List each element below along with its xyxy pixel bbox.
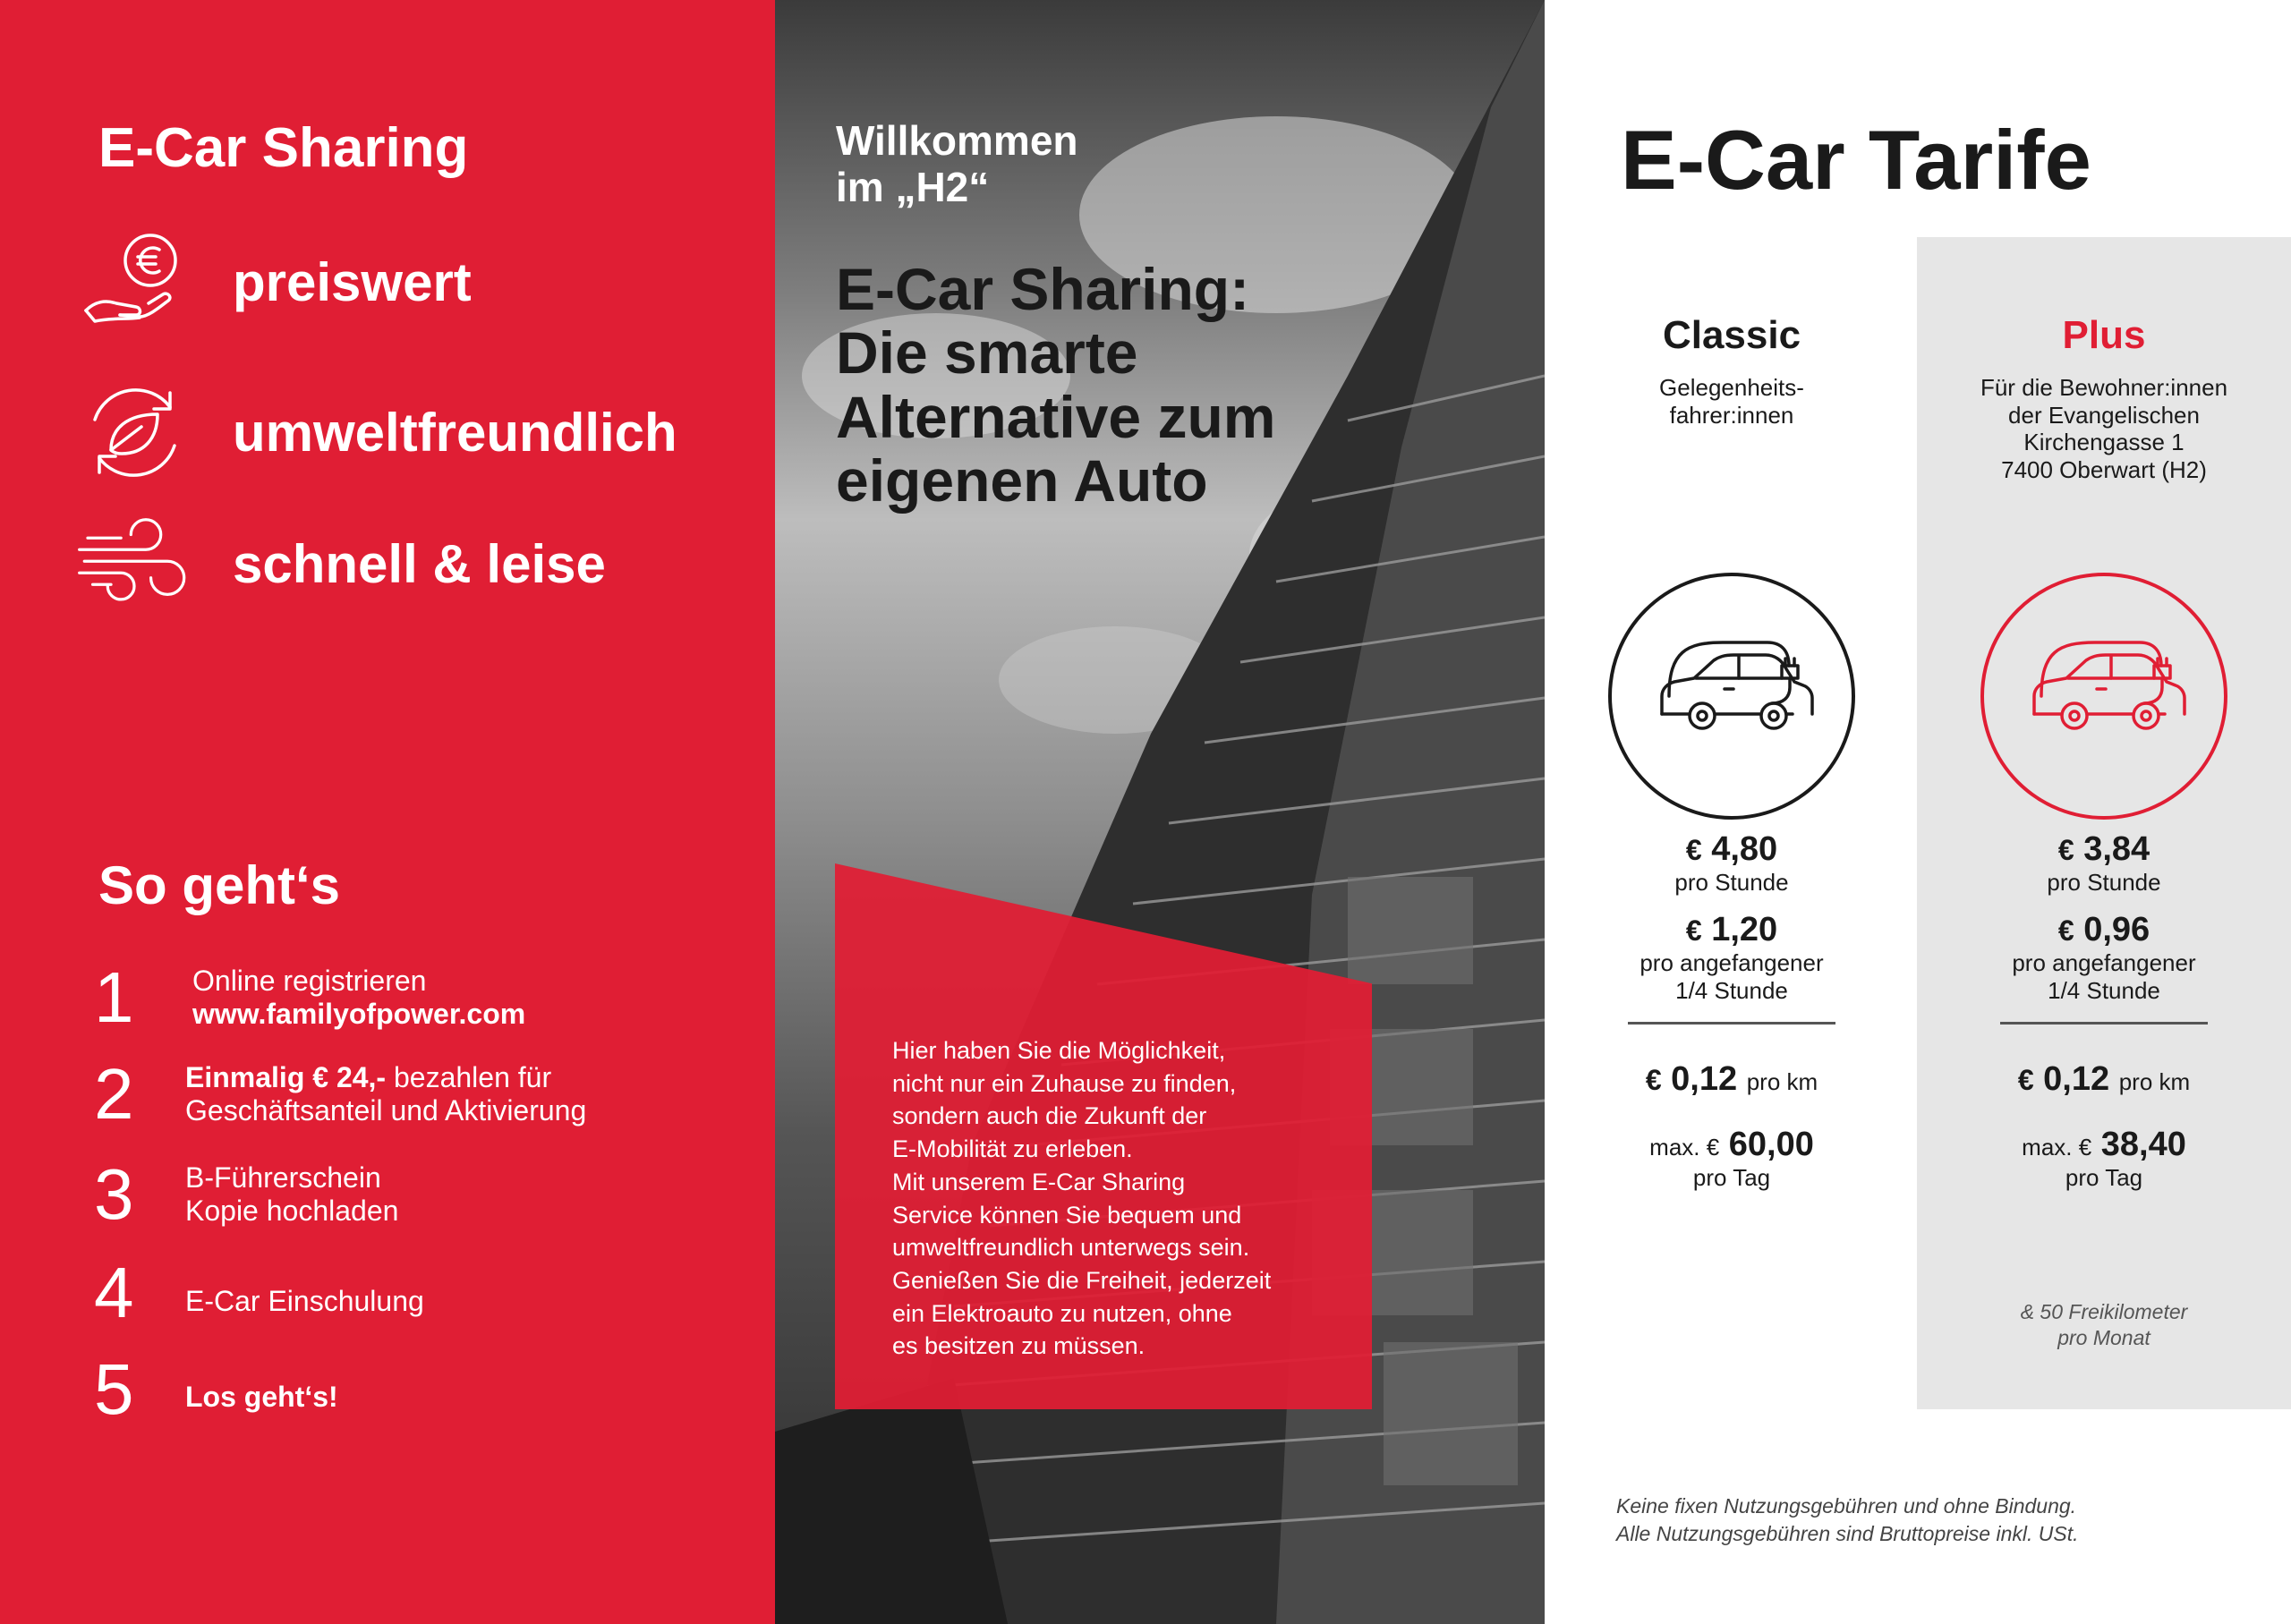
- price-value: 1,20: [1711, 911, 1778, 948]
- price-value: 4,80: [1711, 830, 1778, 868]
- price-label: pro Tag: [1692, 1164, 1771, 1191]
- step-text: [185, 1366, 338, 1414]
- tariff-plus: [1917, 313, 2291, 821]
- price-label: pro km: [1746, 1068, 1818, 1095]
- electric-car-icon: [1979, 571, 2229, 821]
- step-line: Los geht‘s!: [185, 1380, 338, 1413]
- feature-umweltfreundlich: [76, 374, 677, 490]
- plus-day-price: [1917, 1126, 2291, 1192]
- step-text: [185, 1061, 586, 1127]
- red-box-text: [892, 1034, 1313, 1363]
- red-text-line: es besitzen zu müssen.: [892, 1332, 1146, 1360]
- step-number: 5: [94, 1349, 134, 1429]
- classic-hour-price: [1545, 830, 1919, 897]
- tariff-classic: [1545, 313, 1919, 821]
- headline-line: E-Car Sharing:: [836, 256, 1250, 322]
- welcome-text: [836, 118, 1078, 210]
- classic-quarter-price: [1545, 911, 1919, 1004]
- desc-line: Für die Bewohner:innen: [1980, 374, 2228, 401]
- feature-label: schnell & leise: [233, 533, 606, 594]
- tariff-name: Classic: [1662, 313, 1801, 357]
- price-label: pro Stunde: [1674, 869, 1789, 896]
- step-number: 3: [94, 1154, 134, 1234]
- headline-line: Die smarte: [836, 319, 1138, 387]
- price-divider: [2000, 1022, 2208, 1025]
- price-label: pro angefangener: [1639, 949, 1824, 976]
- step-2: [94, 1054, 587, 1134]
- desc-line: der Evangelischen: [2008, 401, 2200, 429]
- middle-headline: [836, 258, 1516, 513]
- wind-icon: [76, 506, 192, 622]
- left-title: E-Car Sharing: [98, 117, 469, 179]
- free-km-note: [1917, 1299, 2291, 1351]
- step-4: [94, 1253, 424, 1332]
- price-label: pro km: [2118, 1068, 2191, 1095]
- desc-line: fahrer:innen: [1669, 401, 1794, 429]
- price-prefix: max. €: [1649, 1134, 1720, 1161]
- feature-label: preiswert: [233, 251, 472, 312]
- footnote-line: Keine fixen Nutzungsgebühren und ohne Bindung.: [1616, 1494, 2077, 1518]
- currency-symbol: €: [2017, 1064, 2034, 1096]
- step-number: 2: [94, 1054, 134, 1134]
- free-km-line: & 50 Freikilometer: [2020, 1300, 2188, 1323]
- plus-hour-price: [1917, 830, 2291, 897]
- price-label: pro Tag: [2065, 1164, 2143, 1191]
- red-text-line: sondern auch die Zukunft der: [892, 1102, 1207, 1130]
- price-value: 3,84: [2083, 830, 2150, 868]
- tariff-name: Plus: [2062, 313, 2146, 357]
- classic-km-price: [1545, 1060, 1919, 1099]
- tariff-description: [1917, 374, 2291, 526]
- headline-line: eigenen Auto: [836, 446, 1208, 514]
- price-value: 0,96: [2083, 911, 2150, 948]
- price-label: 1/4 Stunde: [1675, 976, 1788, 1004]
- feature-schnell-leise: [76, 506, 606, 622]
- red-text-line: Genießen Sie die Freiheit, jederzeit: [892, 1267, 1272, 1295]
- feature-label: umweltfreundlich: [233, 402, 677, 463]
- plus-km-price: [1917, 1060, 2291, 1099]
- step-line: E-Car Einschulung: [185, 1284, 424, 1317]
- step-emphasis: Einmalig € 24,-: [185, 1061, 387, 1094]
- step-number: 1: [94, 957, 134, 1037]
- step-1: [94, 957, 526, 1037]
- right-title: E-Car Tarife: [1621, 113, 2091, 207]
- free-km-line: pro Monat: [2057, 1325, 2150, 1349]
- right-panel: [1545, 0, 2291, 1624]
- step-line: Online registrieren: [192, 965, 427, 998]
- price-value: 60,00: [1728, 1126, 1814, 1163]
- step-number: 4: [94, 1253, 134, 1332]
- desc-line: Kirchengasse 1: [2023, 429, 2185, 456]
- price-value: 0,12: [1671, 1060, 1738, 1098]
- euro-hand-icon: [76, 224, 192, 340]
- welcome-line: im „H2“: [836, 163, 990, 210]
- step-text: [192, 965, 525, 1031]
- tariff-description: [1545, 374, 1919, 526]
- price-label: pro Stunde: [2047, 869, 2161, 896]
- price-divider: [1628, 1022, 1835, 1025]
- step-line: bezahlen für: [386, 1061, 552, 1094]
- welcome-line: Willkommen: [836, 117, 1078, 164]
- currency-symbol: €: [2057, 834, 2074, 866]
- red-text-line: nicht nur ein Zuhause zu finden,: [892, 1069, 1237, 1097]
- step-line: Geschäftsanteil und Aktivierung: [185, 1094, 587, 1127]
- classic-day-price: [1545, 1126, 1919, 1192]
- price-prefix: max. €: [2022, 1134, 2092, 1161]
- currency-symbol: €: [2057, 914, 2074, 947]
- desc-line: 7400 Oberwart (H2): [2001, 456, 2207, 484]
- middle-panel: [775, 0, 1545, 1624]
- currency-symbol: €: [1645, 1064, 1662, 1096]
- step-3: [94, 1154, 399, 1234]
- price-value: 0,12: [2043, 1060, 2110, 1098]
- red-text-line: Service können Sie bequem und: [892, 1201, 1242, 1229]
- price-value: 38,40: [2100, 1126, 2186, 1163]
- red-text-line: Mit unserem E-Car Sharing: [892, 1168, 1186, 1195]
- footnote: [1616, 1492, 2079, 1548]
- currency-symbol: €: [1685, 914, 1702, 947]
- red-text-line: E-Mobilität zu erleben.: [892, 1135, 1133, 1163]
- red-text-line: Hier haben Sie die Möglichkeit,: [892, 1037, 1226, 1064]
- howto-title: So geht‘s: [98, 855, 341, 915]
- leaf-cycle-icon: [76, 374, 192, 490]
- left-panel: [0, 0, 775, 1624]
- red-text-line: ein Elektroauto zu nutzen, ohne: [892, 1299, 1232, 1327]
- step-text: [185, 1161, 398, 1228]
- currency-symbol: €: [1685, 834, 1702, 866]
- step-5: [94, 1349, 338, 1429]
- red-text-line: umweltfreundlich unterwegs sein.: [892, 1234, 1250, 1262]
- headline-line: Alternative zum: [836, 383, 1276, 450]
- step-link[interactable]: www.familyofpower.com: [192, 998, 526, 1030]
- step-text: [185, 1269, 424, 1318]
- price-label: 1/4 Stunde: [2048, 976, 2160, 1004]
- footnote-line: Alle Nutzungsgebühren sind Bruttopreise inkl. USt.: [1616, 1522, 2079, 1546]
- electric-car-icon: [1606, 571, 1857, 821]
- step-line: Kopie hochladen: [185, 1195, 399, 1227]
- plus-quarter-price: [1917, 911, 2291, 1004]
- step-line: B-Führerschein: [185, 1161, 381, 1195]
- feature-preiswert: [76, 224, 472, 340]
- desc-line: Gelegenheits-: [1659, 374, 1804, 401]
- price-label: pro angefangener: [2012, 949, 2196, 976]
